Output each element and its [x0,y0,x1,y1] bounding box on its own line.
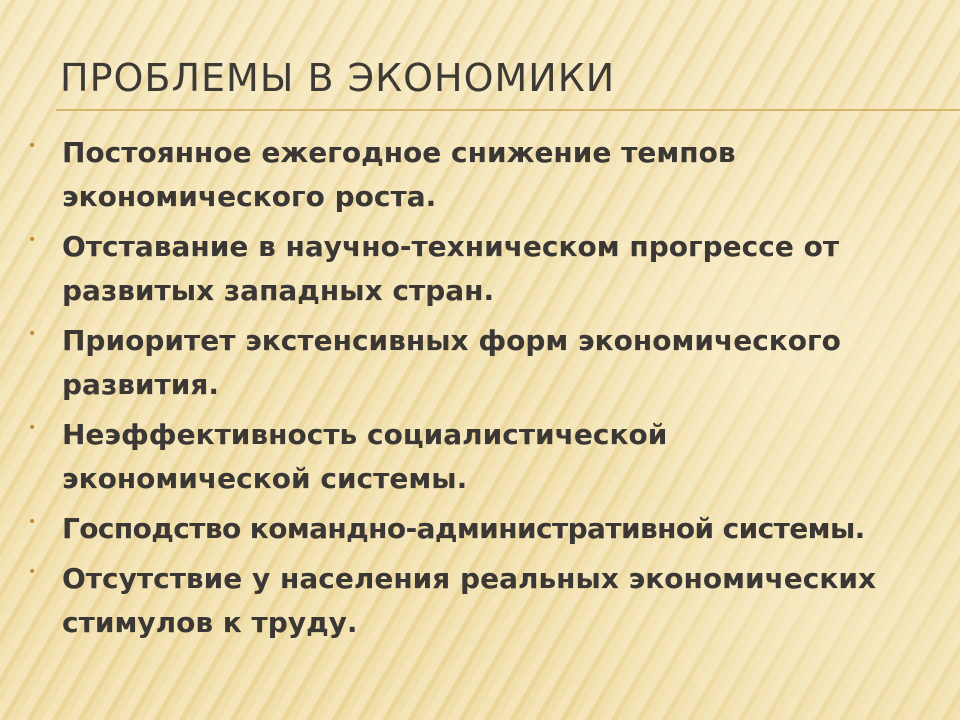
bullet-text: Неэффективность социалистической экономической системы. [62,418,668,495]
bullet-item [26,225,936,313]
bullet-text: Господство командно-административной системы. [62,512,865,545]
bullet-text: Приоритет экстенсивных форм экономического развития. [62,324,841,401]
bullet-icon: • [28,420,37,436]
bullet-icon: • [28,138,37,154]
title-underline [56,109,960,111]
bullet-item [26,507,936,551]
bullet-text: Отставание в научно-техническом прогрессе от развитых западных стран. [62,230,840,307]
slide-title: ПРОБЛЕМЫ В ЭКОНОМИКИ [60,56,616,100]
bullet-text: Отсутствие у населения реальных экономических стимулов к труду. [62,562,877,639]
bullet-item [26,557,936,645]
bullet-list [26,131,936,651]
bullet-icon: • [28,564,37,580]
bullet-icon: • [28,326,37,342]
bullet-text: Постоянное ежегодное снижение темпов экономического роста. [62,136,736,213]
bullet-icon: • [28,514,37,530]
bullet-item [26,131,936,219]
bullet-icon: • [28,232,37,248]
bullet-item [26,319,936,407]
bullet-item [26,413,936,501]
